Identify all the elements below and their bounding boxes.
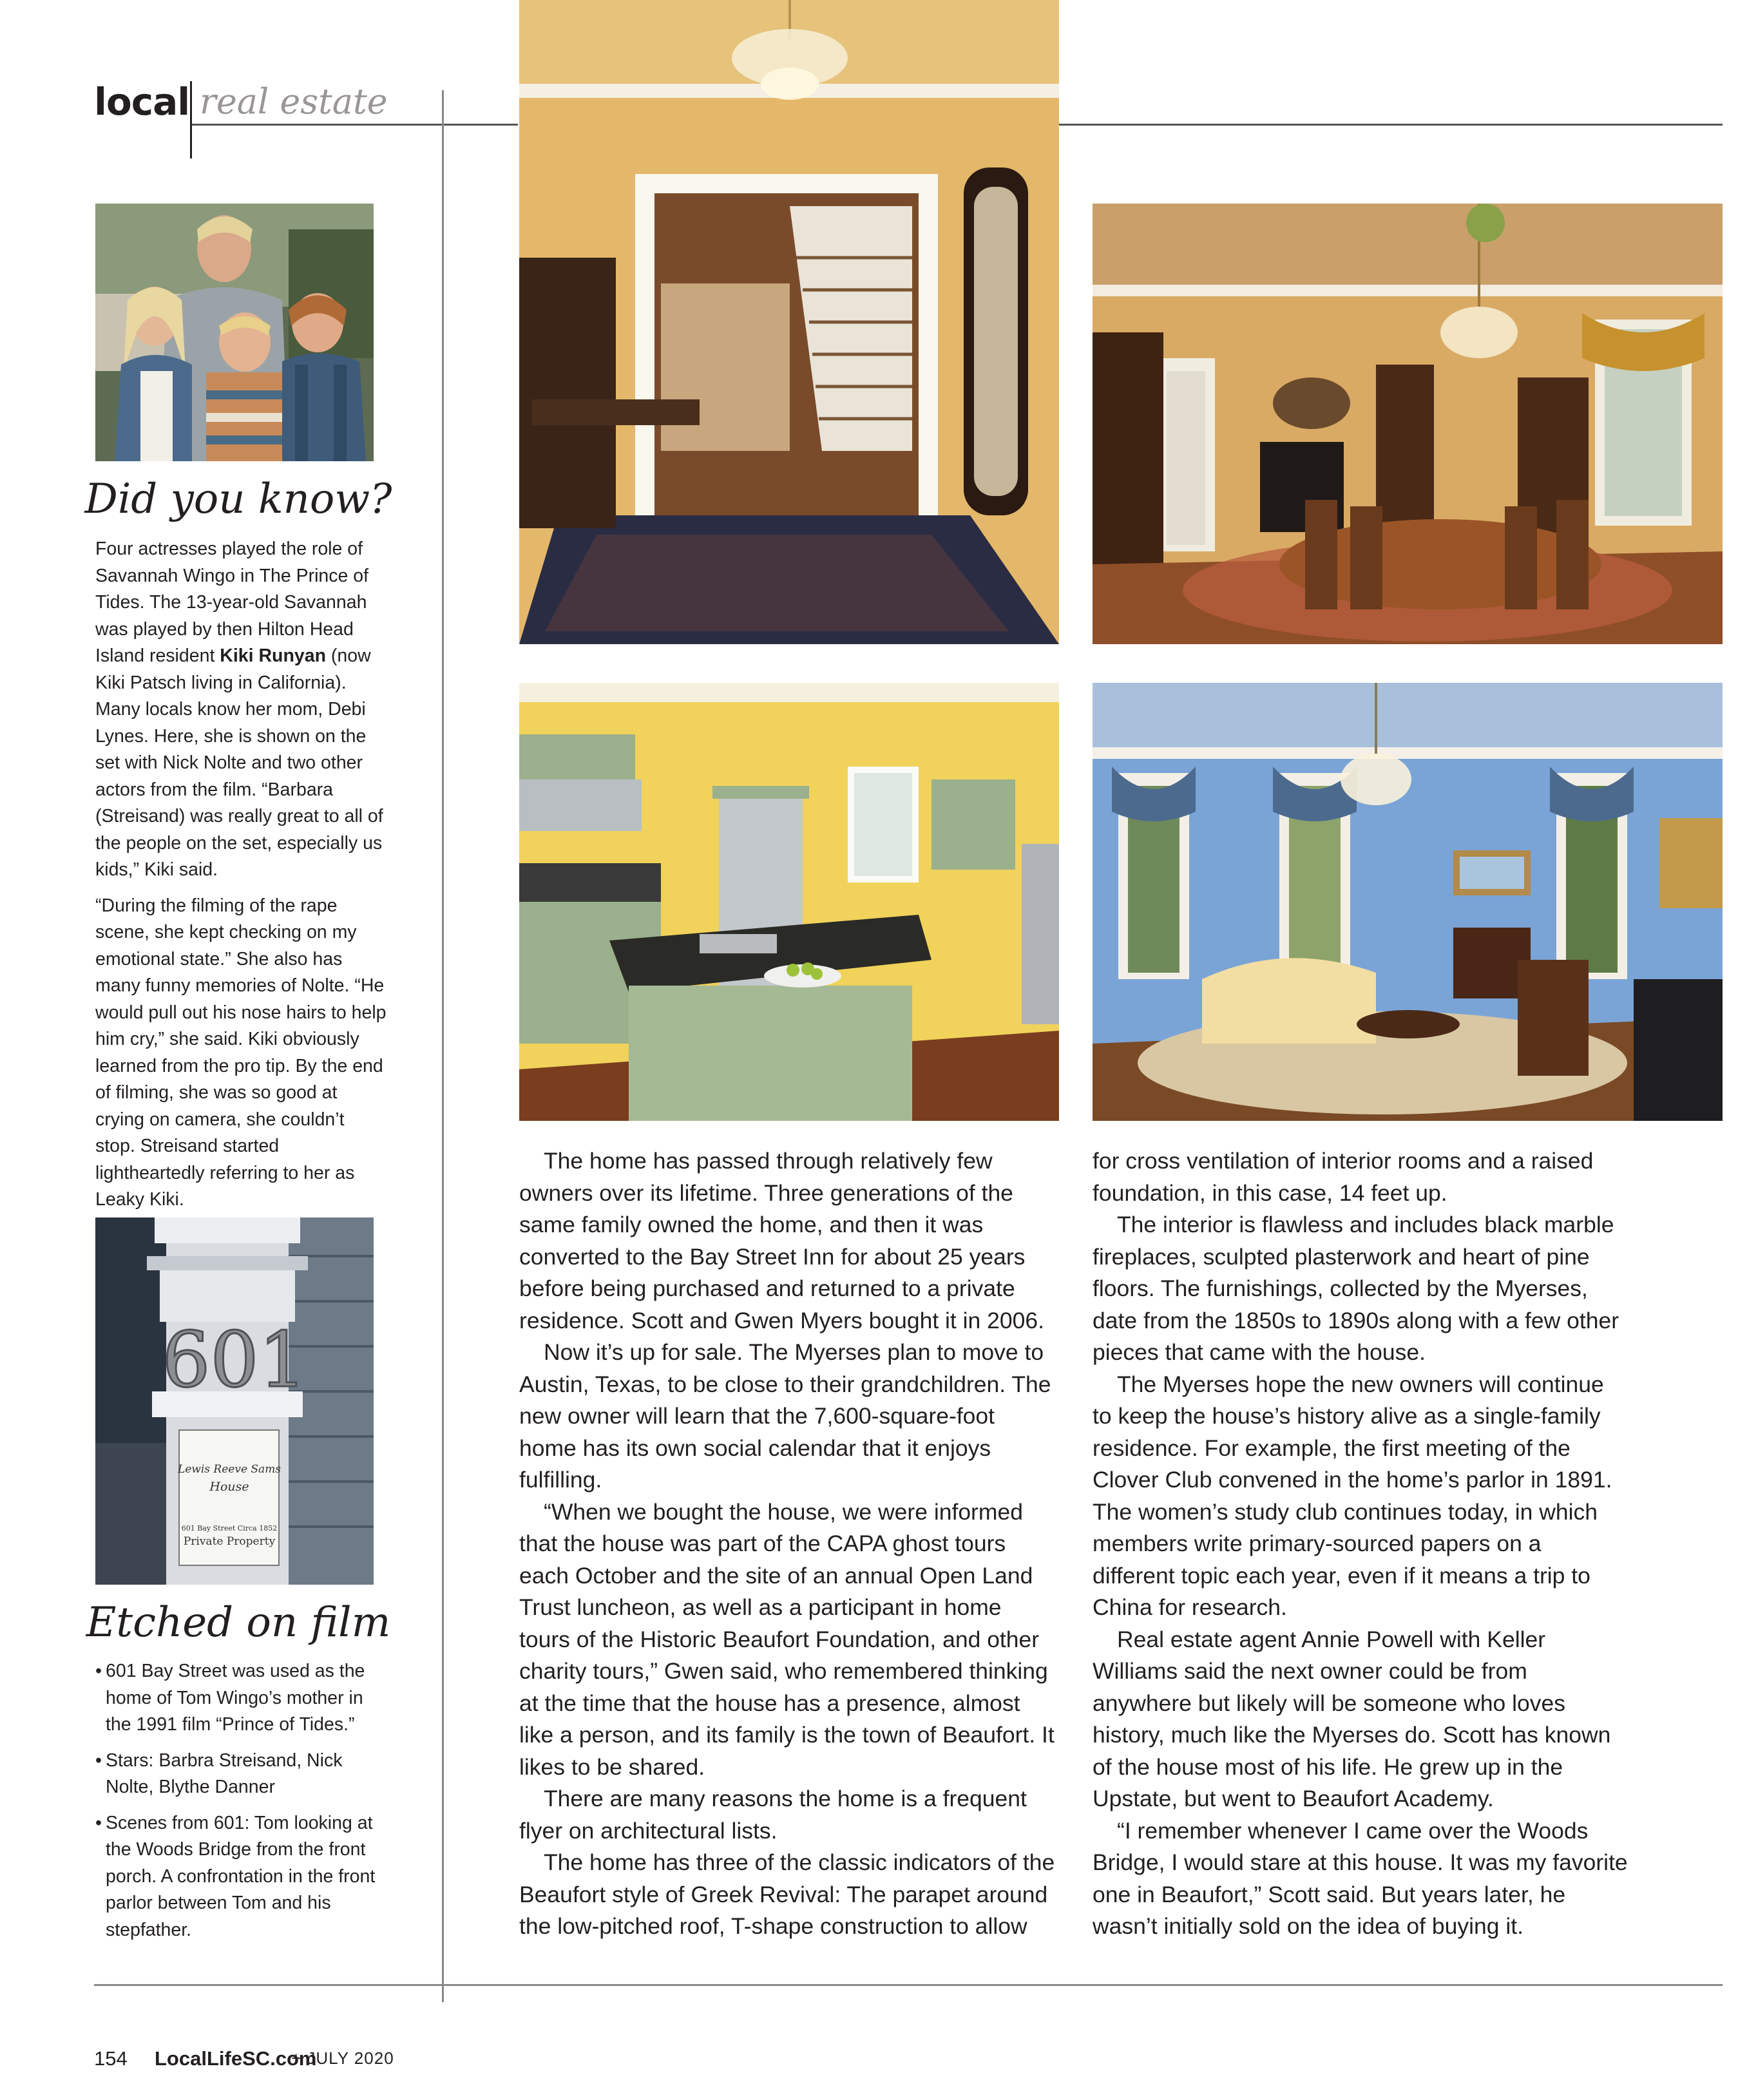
- film-fact-item: • Stars: Barbra Streisand, Nick Nolte, Blythe Danner: [95, 1748, 392, 1801]
- article-paragraph: The Myerses hope the new owners will continue to keep the house’s history alive as a single-family residence. For example, the first meeting of the Clover Club convened in the home’s parlor in 1891. The women’s study club continues today, in which members write primary-sourced papers on a different topic each year, even if it means a trip to China for research.: [1093, 1371, 1612, 1620]
- site-link[interactable]: LocalLifeSC.com: [155, 2047, 317, 2070]
- etched-on-film-heading: Etched on film: [86, 1599, 391, 1647]
- header-rule-right: [1058, 124, 1723, 126]
- article-paragraph: Now it’s up for sale. The Myerses plan to move to Austin, Texas, to be close to their grandchildren. The new owner will learn that the 7,600-square-foot home has its own social calendar that it enjoys fulfilling.: [519, 1339, 1051, 1493]
- column-divider: [442, 90, 444, 2002]
- footer-rule: [94, 1984, 1723, 1986]
- section-brand: local: [94, 80, 190, 124]
- section-divider: [190, 81, 192, 158]
- article-paragraph: There are many reasons the home is a frequent flyer on architectural lists.: [519, 1786, 1027, 1844]
- dining-room-photo: [1093, 204, 1723, 644]
- header-rule-left: [192, 124, 518, 126]
- article-paragraph: for cross ventilation of interior rooms and a raised foundation, in this case, 14 feet up.: [1093, 1148, 1594, 1206]
- house-sign-photo: [95, 1217, 374, 1585]
- article-column-2: [1093, 1145, 1628, 1943]
- etched-on-film-list: [95, 1658, 392, 1952]
- parlor-photo: [1093, 683, 1723, 1121]
- kitchen-photo: [519, 683, 1059, 1121]
- film-fact-item: • 601 Bay Street was used as the home of Tom Wingo’s mother in the 1991 film “Prince of Tides.”: [95, 1658, 392, 1739]
- foyer-staircase-photo: [519, 0, 1059, 644]
- article-paragraph: “When we bought the house, we were informed that the house was part of the CAPA ghost tours each October and the site of an annual Open Land Trust luncheon, as well as a participant in home tours of the Historic Beaufort Foundation, and other charity tours,” Gwen said, who remembered thinking at the time that the house has a presence, almost like a person, and its family is the town of Beaufort. It likes to be shared.: [519, 1498, 1055, 1780]
- did-you-know-body: [95, 536, 387, 1223]
- did-you-know-paragraph: [95, 536, 387, 884]
- plaque-line-4: Private Property: [183, 1535, 276, 1548]
- issue-date: + JULY 2020: [291, 2048, 394, 2068]
- article-column-1: [519, 1145, 1055, 1943]
- did-you-know-text-cont: (now Kiki Patsch living in California). Many locals know her mom, Debi Lynes. Here, she is shown on the set with Nick Nolte and two other actors from the film. “Barbara (Streisand) was really great to all of the people on the set, especially us kids,” Kiki said.: [95, 645, 383, 880]
- house-number: 601: [162, 1315, 307, 1404]
- actress-name: Kiki Runyan: [220, 645, 326, 666]
- article-paragraph: “I remember whenever I came over the Woods Bridge, I would stare at this house. It was my favorite one in Beaufort,” Scott said. But years later, he wasn’t initially sold on the idea of buying it.: [1093, 1817, 1628, 1939]
- film-still-photo: [95, 204, 374, 461]
- plaque-line-3: 601 Bay Street Circa 1852: [181, 1524, 278, 1532]
- article-paragraph: Real estate agent Annie Powell with Keller Williams said the next owner could be from anywhere but likely will be someone who loves history, much like the Myerses do. Scott has known of the house most of his life. He grew up in the Upstate, but went to Beaufort Academy.: [1093, 1626, 1611, 1811]
- film-fact-item: • Scenes from 601: Tom looking at the Woods Bridge from the front porch. A confrontation in the front parlor between Tom and his stepfather.: [95, 1810, 392, 1944]
- did-you-know-paragraph-2: “During the filming of the rape scene, she kept checking on my emotional state.” She also has many funny memories of Nolte. “He would pull out his nose hairs to help him cry,” she said. Kiki obviously learned from the pro tip. By the end of filming, she was so good at crying on camera, she couldn’t stop. Streisand started lightheartedly referring to her as Leaky Kiki.: [95, 895, 387, 1210]
- article-paragraph: The interior is flawless and includes black marble fireplaces, sculpted plasterwork and heart of pine floors. The furnishings, collected by the Myerses, date from the 1850s to 1890s along with a few other pieces that came with the house.: [1093, 1212, 1619, 1365]
- section-name: real estate: [200, 81, 388, 122]
- article-paragraph: The home has three of the classic indicators of the Beaufort style of Greek Revival: The parapet around the low-pitched roof, T-shape construction to allow: [519, 1849, 1055, 1939]
- did-you-know-text: Four actresses played the role of Savannah Wingo in The Prince of Tides. The 13-year-old Savannah was played by then Hilton Head Island resident: [95, 539, 369, 666]
- did-you-know-heading: Did you know?: [84, 475, 392, 523]
- plaque-line-1: Lewis Reeve Sams: [177, 1463, 282, 1476]
- plaque-line-2: House: [209, 1480, 249, 1494]
- article-paragraph: The home has passed through relatively few owners over its lifetime. Three generations of the same family owned the home, and then it was converted to the Bay Street Inn for about 25 years before being purchased and returned to a private residence. Scott and Gwen Myers bought it in 2006.: [519, 1148, 1044, 1333]
- page-number: 154: [94, 2047, 128, 2070]
